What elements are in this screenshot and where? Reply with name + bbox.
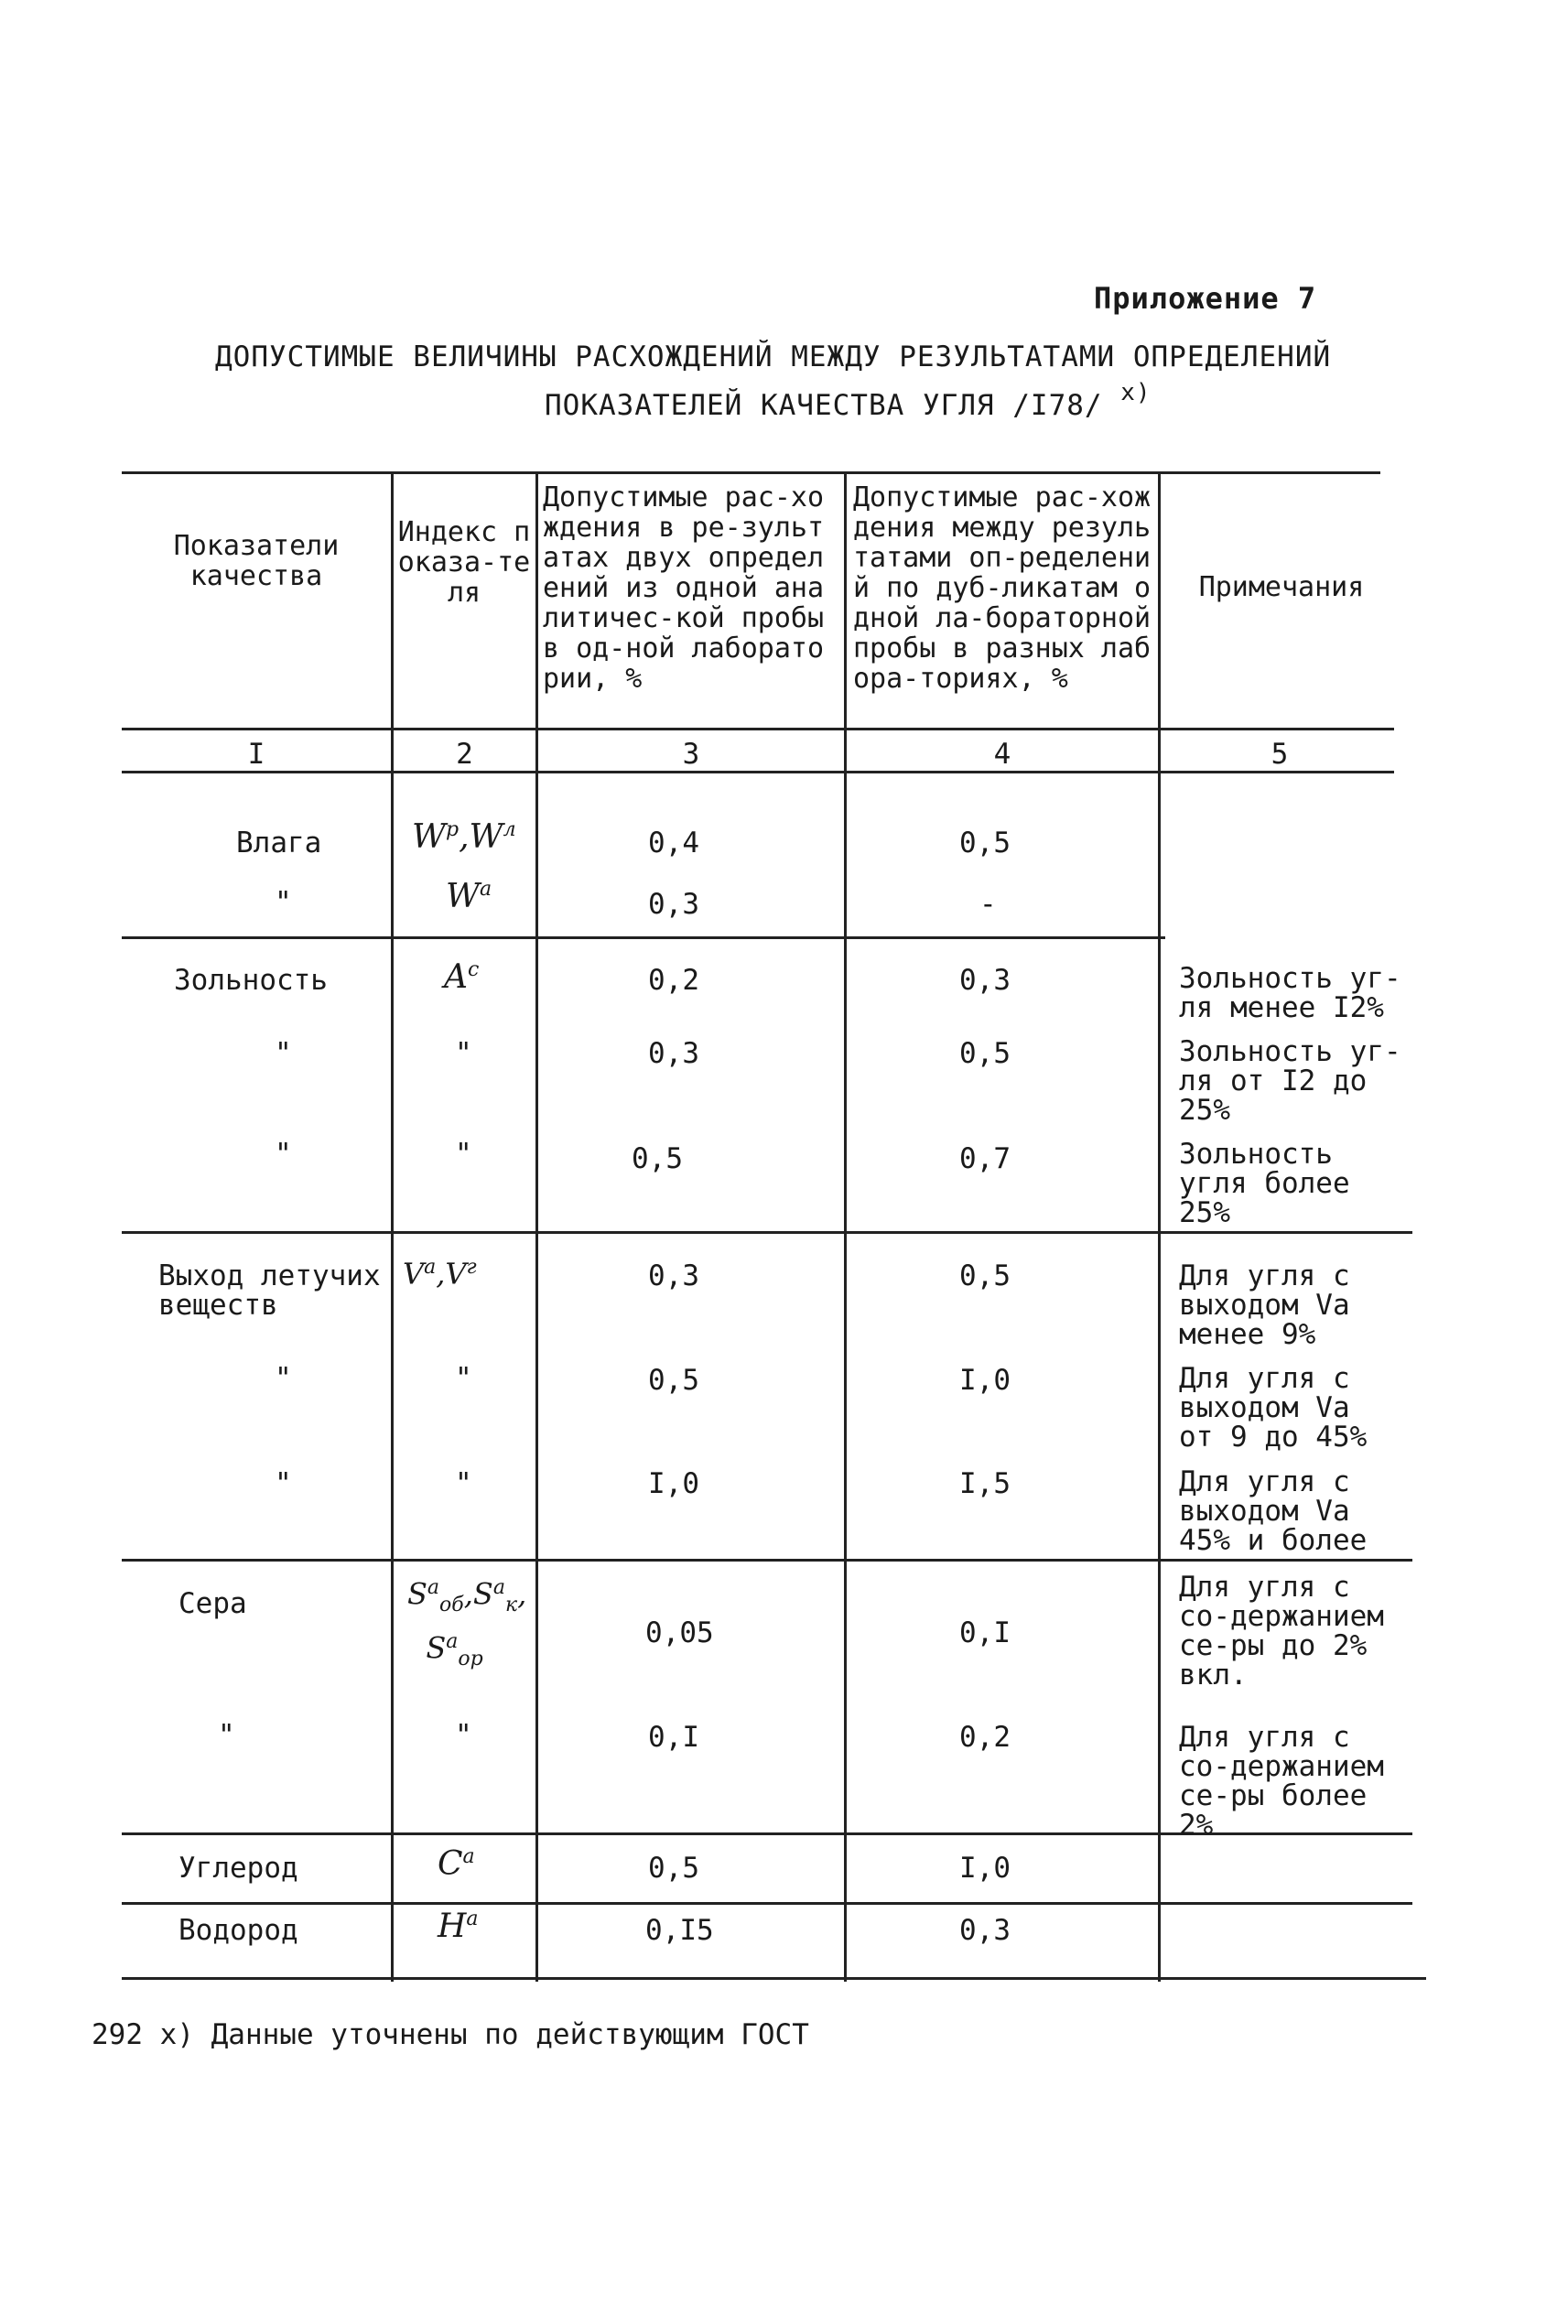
table-row-v3: 0,3 xyxy=(648,1259,699,1292)
table-row-note: Для угля с выходом Va 45% и более xyxy=(1179,1465,1368,1557)
appendix-label: Приложение 7 xyxy=(1094,281,1317,316)
group-rule-5 xyxy=(122,1902,1412,1905)
table-row-index: $H^a$ xyxy=(438,1908,479,1945)
header-quality-indicators: Показатели качества xyxy=(173,530,340,592)
page-footnote: 292 x) Данные уточнены по действующим ГОСТ xyxy=(92,2018,809,2051)
table-title-line1: ДОПУСТИМЫЕ ВЕЛИЧИНЫ РАСХОЖДЕНИЙ МЕЖДУ РЕЗУЛЬТАТАМИ ОПРЕДЕЛЕНИЙ xyxy=(215,340,1332,373)
table-row-v4: 0,7 xyxy=(959,1142,1011,1175)
table-row-name: " xyxy=(275,1362,292,1395)
table-row-index: $W^p,W^л$ xyxy=(412,818,516,856)
table-row-name: " xyxy=(275,1467,292,1500)
table-row-index: " xyxy=(455,1467,472,1500)
table-bottom-rule xyxy=(122,1977,1426,1980)
table-row-name: Выход летучих веществ xyxy=(158,1259,381,1322)
title-line2-text: ПОКАЗАТЕЛЕЙ КАЧЕСТВА УГЛЯ /I78/ xyxy=(545,389,1103,422)
table-row-v3: 0,5 xyxy=(632,1142,683,1175)
table-row-v4: I,5 xyxy=(959,1467,1011,1500)
table-row-v3: 0,2 xyxy=(648,964,699,997)
table-row-v4: 0,5 xyxy=(959,1037,1011,1070)
table-row-index: " xyxy=(455,1138,472,1171)
col-number-2: 2 xyxy=(456,738,473,771)
table-title-line2 xyxy=(545,379,1568,422)
table-row-v3: 0,5 xyxy=(648,1852,699,1885)
table-row-name: " xyxy=(275,886,292,919)
table-row-v4: 0,3 xyxy=(959,964,1011,997)
table-row-note: Зольность угля более 25% xyxy=(1179,1138,1350,1229)
table-row-index: " xyxy=(455,1719,472,1752)
table-row-v3: 0,3 xyxy=(648,1037,699,1070)
table-row-v3: 0,3 xyxy=(648,888,699,921)
group-rule-2 xyxy=(122,1231,1412,1234)
table-row-v3: 0,I xyxy=(648,1721,699,1754)
group-rule-3 xyxy=(122,1559,1412,1562)
col-divider-1 xyxy=(391,471,394,1982)
table-row-v4: 0,5 xyxy=(959,827,1011,859)
table-row-index: $W^a$ xyxy=(446,878,492,915)
table-row-index: " xyxy=(455,1037,472,1070)
header-notes: Примечания xyxy=(1198,571,1365,603)
table-row-name: Углерод xyxy=(178,1852,298,1885)
table-row-v3: I,0 xyxy=(648,1467,699,1500)
table-row-note: Для угля с выходом Va менее 9% xyxy=(1179,1259,1350,1351)
table-row-name: Водород xyxy=(178,1914,298,1947)
title-footnote-mark: x) xyxy=(1120,379,1152,406)
table-row-name: " xyxy=(218,1719,235,1752)
table-row-v3: 0,I5 xyxy=(645,1914,714,1947)
col-number-1: I xyxy=(247,738,265,771)
table-row-index: $A^c$ xyxy=(444,958,480,996)
table-row-index: $V^a,V^г$ xyxy=(403,1256,477,1292)
table-row-note: Для угля с со-держанием се-ры до 2% вкл. xyxy=(1179,1571,1384,1692)
header-bottom-rule xyxy=(122,728,1394,730)
table-top-rule xyxy=(122,471,1380,474)
table-row-name: " xyxy=(275,1037,292,1070)
col-number-4: 4 xyxy=(993,738,1011,771)
col-divider-4 xyxy=(1158,471,1161,1982)
table-row-v3: 0,4 xyxy=(648,827,699,859)
table-row-v4: - xyxy=(979,888,997,921)
table-row-v4: 0,3 xyxy=(959,1914,1011,1947)
table-row-name: Влага xyxy=(236,827,322,859)
table-row-v3: 0,05 xyxy=(645,1616,714,1649)
col-divider-2 xyxy=(535,471,538,1982)
table-row-v4: 0,I xyxy=(959,1616,1011,1649)
table-row-v3: 0,5 xyxy=(648,1364,699,1397)
table-row-name: Сера xyxy=(178,1587,247,1620)
table-row-v4: 0,5 xyxy=(959,1259,1011,1292)
colnum-bottom-rule xyxy=(122,771,1394,773)
table-row-index: $S^a_{об},S^a_к$, $S^a_{ор}$ xyxy=(407,1576,527,1671)
table-row-note: Для угля с со-держанием се-ры более 2% xyxy=(1179,1721,1384,1842)
table-row-index: " xyxy=(455,1362,472,1395)
col-number-3: 3 xyxy=(682,738,700,771)
table-row-v4: I,0 xyxy=(959,1852,1011,1885)
table-row-v4: 0,2 xyxy=(959,1721,1011,1754)
table-row-note: Для угля с выходом Va от 9 до 45% xyxy=(1179,1362,1368,1454)
table-row-name: Зольность xyxy=(174,964,328,997)
table-row-note: Зольность уг-ля от I2 до 25% xyxy=(1179,1035,1401,1127)
table-row-index: $C^a$ xyxy=(438,1845,475,1883)
table-row-name: " xyxy=(275,1138,292,1171)
header-indicator-index: Индекс показа-теля xyxy=(397,516,531,609)
col-number-5: 5 xyxy=(1271,738,1289,771)
table-row-v4: I,0 xyxy=(959,1364,1011,1397)
col-divider-3 xyxy=(844,471,847,1982)
header-tolerance-same-lab: Допустимые рас-хождения в ре-зультатах двух определений из одной аналитичес-кой пробы в од-ной лаборатории, % xyxy=(543,481,825,695)
header-tolerance-diff-labs: Допустимые рас-хождения между результатами оп-ределений по дуб-ликатам одной ла-бораторной пробы в разных лабора-ториях, % xyxy=(853,481,1152,695)
table-row-note: Зольность уг-ля менее I2% xyxy=(1179,962,1401,1024)
group-rule-1 xyxy=(122,936,1165,939)
